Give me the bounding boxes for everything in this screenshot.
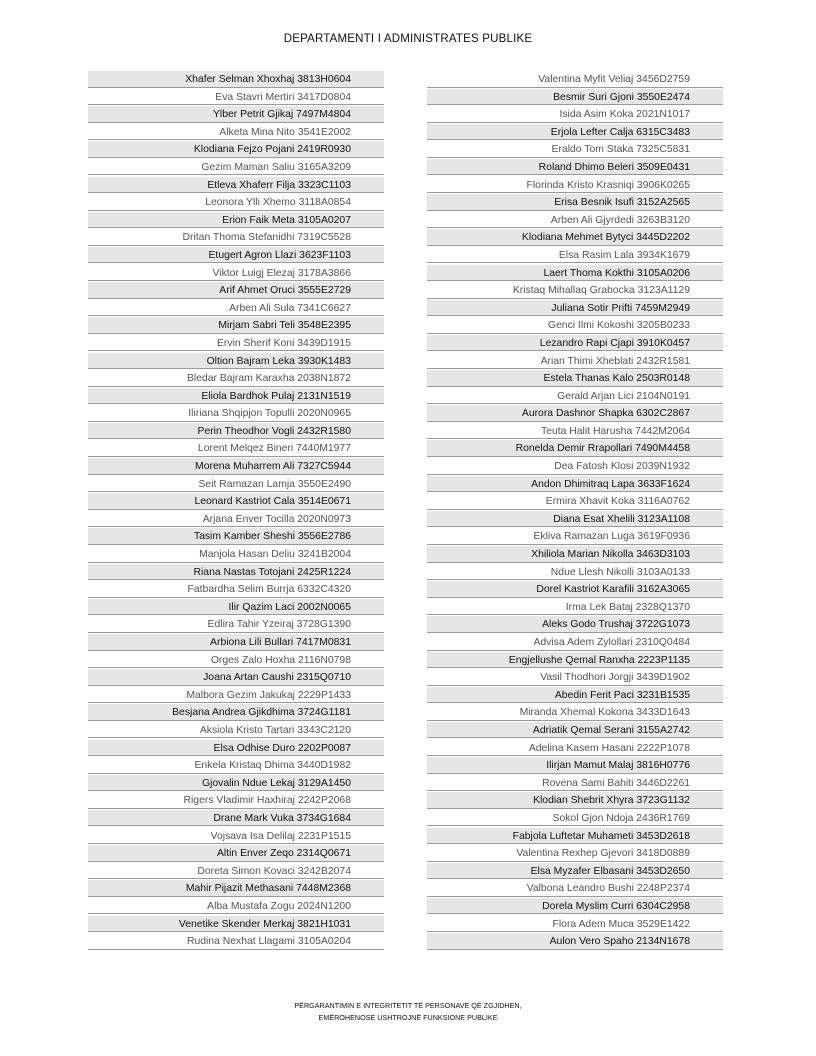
list-item: Xhafer Selman Xhoxhaj 3813H0604 bbox=[88, 71, 384, 88]
footer-line-1: PËRGARANTIMIN E INTEGRITETIT TË PERSONAVE QË ZGJIDHEN, bbox=[294, 1001, 522, 1010]
list-item: Joana Artan Caushi 2315Q0710 bbox=[88, 669, 384, 686]
list-item: Erion Faik Meta 3105A0207 bbox=[88, 212, 384, 229]
list-item: Bledar Bajram Karaxha 2038N1872 bbox=[88, 370, 384, 387]
list-item: Seit Ramazan Lamja 3550E2490 bbox=[88, 476, 384, 493]
list-item: Genci Ilmi Kokoshi 3205B0233 bbox=[427, 317, 723, 334]
list-item: Tasim Kamber Sheshi 3556E2786 bbox=[88, 528, 384, 545]
list-item: Valentina Myfit Veliaj 3456D2759 bbox=[427, 71, 723, 88]
list-item: Ervin Sherif Koni 3439D1915 bbox=[88, 335, 384, 352]
list-item: Ekliva Ramazan Luga 3619F0936 bbox=[427, 528, 723, 545]
list-item: Perin Theodhor Vogli 2432R1580 bbox=[88, 423, 384, 440]
list-item: Vasil Thodhori Jorgji 3439D1902 bbox=[427, 669, 723, 686]
list-item: Erjola Lefter Calja 6315C3483 bbox=[427, 124, 723, 141]
list-item: Gerald Arjan Lici 2104N0191 bbox=[427, 388, 723, 405]
list-item: Enkela Kristaq Dhima 3440D1982 bbox=[88, 757, 384, 774]
list-item: Valentina Rexhep Gjevori 3418D0889 bbox=[427, 845, 723, 862]
list-item: Rudina Nexhat Llagami 3105A0204 bbox=[88, 933, 384, 950]
list-item: Arben Ali Gjyrdedi 3263B3120 bbox=[427, 212, 723, 229]
list-item: Roland Dhimo Beleri 3509E0431 bbox=[427, 159, 723, 176]
list-item: Viktor Luigj Elezaj 3178A3866 bbox=[88, 265, 384, 282]
list-item: Morena Muharrem Ali 7327C5944 bbox=[88, 458, 384, 475]
list-item: Edlira Tahir Yzeiraj 3728G1390 bbox=[88, 616, 384, 633]
list-item: Diana Esat Xhelili 3123A1108 bbox=[427, 511, 723, 528]
list-item: Aksiola Kristo Tartari 3343C2120 bbox=[88, 722, 384, 739]
list-item: Elsa Rasim Lala 3934K1679 bbox=[427, 247, 723, 264]
list-item: Riana Nastas Totojani 2425R1224 bbox=[88, 564, 384, 581]
list-item: Mirjam Sabri Teli 3548E2395 bbox=[88, 317, 384, 334]
list-item: Miranda Xhemal Kokona 3433D1643 bbox=[427, 704, 723, 721]
list-item: Malbora Gezim Jakukaj 2229P1433 bbox=[88, 687, 384, 704]
list-item: Isida Asim Koka 2021N1017 bbox=[427, 106, 723, 123]
list-item: Drane Mark Vuka 3734G1684 bbox=[88, 810, 384, 827]
page-footer bbox=[0, 1000, 816, 1024]
list-item: Arian Thimi Xheblati 2432R1581 bbox=[427, 353, 723, 370]
footer-line-2: EMËROHENOSE USHTROJNË FUNKSIONE PUBLIKE bbox=[318, 1013, 498, 1022]
list-item: Aurora Dashnor Shapka 6302C2867 bbox=[427, 405, 723, 422]
list-item: Altin Enver Zeqo 2314Q0671 bbox=[88, 845, 384, 862]
list-item: Besjana Andrea Gjikdhima 3724G1181 bbox=[88, 704, 384, 721]
list-item: Erisa Besnik Isufi 3152A2565 bbox=[427, 194, 723, 211]
list-item: Ndue Llesh Nikolli 3103A0133 bbox=[427, 564, 723, 581]
list-item: Estela Thanas Kalo 2503R0148 bbox=[427, 370, 723, 387]
list-item: Elsa Myzafer Elbasani 3453D2650 bbox=[427, 863, 723, 880]
list-item: Leonard Kastriot Cala 3514E0671 bbox=[88, 493, 384, 510]
list-item: Valbona Leandro Bushi 2248P2374 bbox=[427, 880, 723, 897]
list-item: Eraldo Tom Staka 7325C5831 bbox=[427, 141, 723, 158]
list-item: Adelina Kasem Hasani 2222P1078 bbox=[427, 740, 723, 757]
list-item: Ilirjan Mamut Malaj 3816H0776 bbox=[427, 757, 723, 774]
list-item: Engjellushe Qemal Ranxha 2223P1135 bbox=[427, 652, 723, 669]
list-item: Dorela Myslim Curri 6304C2958 bbox=[427, 898, 723, 915]
list-item: Arbiona Lili Bullari 7417M0831 bbox=[88, 634, 384, 651]
list-item: Lezandro Rapi Cjapi 3910K0457 bbox=[427, 335, 723, 352]
list-item: Klodian Shebrit Xhyra 3723G1132 bbox=[427, 792, 723, 809]
list-item: Adriatik Qemal Serani 3155A2742 bbox=[427, 722, 723, 739]
list-item: Iliriana Shqipjon Topulli 2020N0965 bbox=[88, 405, 384, 422]
left-name-list bbox=[88, 71, 384, 951]
list-item: Abedin Ferit Paci 3231B1535 bbox=[427, 687, 723, 704]
list-item: Arben Ali Sula 7341C6627 bbox=[88, 300, 384, 317]
list-item: Fabjola Luftetar Muhameti 3453D2618 bbox=[427, 828, 723, 845]
right-name-list bbox=[427, 71, 723, 951]
list-item: Rigers Vladimir Haxhiraj 2242P2068 bbox=[88, 792, 384, 809]
list-item: Manjola Hasan Deliu 3241B2004 bbox=[88, 546, 384, 563]
list-item: Besmir Suri Gjoni 3550E2474 bbox=[427, 89, 723, 106]
list-item: Aleks Godo Trushaj 3722G1073 bbox=[427, 616, 723, 633]
list-item: Gezim Maman Saliu 3165A3209 bbox=[88, 159, 384, 176]
list-item: Ermira Xhavit Koka 3116A0762 bbox=[427, 493, 723, 510]
list-item: Etleva Xhaferr Filja 3323C1103 bbox=[88, 177, 384, 194]
list-item: Gjovalin Ndue Lekaj 3129A1450 bbox=[88, 775, 384, 792]
list-item: Laert Thoma Kokthi 3105A0206 bbox=[427, 265, 723, 282]
list-item: Oltion Bajram Leka 3930K1483 bbox=[88, 353, 384, 370]
list-item: Eliola Bardhok Pulaj 2131N1519 bbox=[88, 388, 384, 405]
list-item: Dorel Kastriot Karafili 3162A3065 bbox=[427, 581, 723, 598]
list-item: Klodiana Mehmet Bytyci 3445D2202 bbox=[427, 229, 723, 246]
list-item: Ronelda Demir Rrapollari 7490M4458 bbox=[427, 440, 723, 457]
list-item: Xhiliola Marian Nikolla 3463D3103 bbox=[427, 546, 723, 563]
list-item: Doreta Simon Kovaci 3242B2074 bbox=[88, 863, 384, 880]
list-item: Advisa Adem Zylollari 2310Q0484 bbox=[427, 634, 723, 651]
list-item: Arjana Enver Tocilla 2020N0973 bbox=[88, 511, 384, 528]
list-item: Arif Ahmet Oruci 3555E2729 bbox=[88, 282, 384, 299]
list-item: Fatbardha Selim Burrja 6332C4320 bbox=[88, 581, 384, 598]
list-item: Andon Dhimitraq Lapa 3633F1624 bbox=[427, 476, 723, 493]
list-item: Leonora Ylli Xhemo 3118A0854 bbox=[88, 194, 384, 211]
list-item: Dritan Thoma Stefanidhi 7319C5528 bbox=[88, 229, 384, 246]
list-item: Sokol Gjon Ndoja 2436R1769 bbox=[427, 810, 723, 827]
list-item: Etugert Agron Llazi 3623F1103 bbox=[88, 247, 384, 264]
list-item: Alketa Mina Nito 3541E2002 bbox=[88, 124, 384, 141]
list-item: Dea Fatosh Klosi 2039N1932 bbox=[427, 458, 723, 475]
list-item: Eva Stavri Mertiri 3417D0804 bbox=[88, 89, 384, 106]
list-item: Ilir Qazim Laci 2002N0065 bbox=[88, 599, 384, 616]
list-item: Orges Zalo Hoxha 2116N0798 bbox=[88, 652, 384, 669]
list-item: Elsa Odhise Duro 2202P0087 bbox=[88, 740, 384, 757]
list-item: Mahir Pijazit Methasani 7448M2368 bbox=[88, 880, 384, 897]
list-item: Kristaq Mihallaq Grabocka 3123A1129 bbox=[427, 282, 723, 299]
list-item: Rovena Sami Bahiti 3446D2261 bbox=[427, 775, 723, 792]
list-item: Florinda Kristo Krasniqi 3906K0265 bbox=[427, 177, 723, 194]
list-item: Irma Lek Bataj 2328Q1370 bbox=[427, 599, 723, 616]
list-item: Lorent Melqez Bineri 7440M1977 bbox=[88, 440, 384, 457]
list-item: Ylber Petrit Gjikaj 7497M4804 bbox=[88, 106, 384, 123]
list-item: Aulon Vero Spaho 2134N1678 bbox=[427, 933, 723, 950]
list-item: Flora Adem Muca 3529E1422 bbox=[427, 916, 723, 933]
list-item: Vojsava Isa Delilaj 2231P1515 bbox=[88, 828, 384, 845]
page-title: DEPARTAMENTI I ADMINISTRATES PUBLIKE bbox=[283, 33, 533, 45]
list-item: Klodiana Fejzo Pojani 2419R0930 bbox=[88, 141, 384, 158]
list-item: Juliana Sotir Prifti 7459M2949 bbox=[427, 300, 723, 317]
list-item: Venetike Skender Merkaj 3821H1031 bbox=[88, 916, 384, 933]
list-item: Alba Mustafa Zogu 2024N1200 bbox=[88, 898, 384, 915]
list-item: Teuta Halit Harusha 7442M2064 bbox=[427, 423, 723, 440]
